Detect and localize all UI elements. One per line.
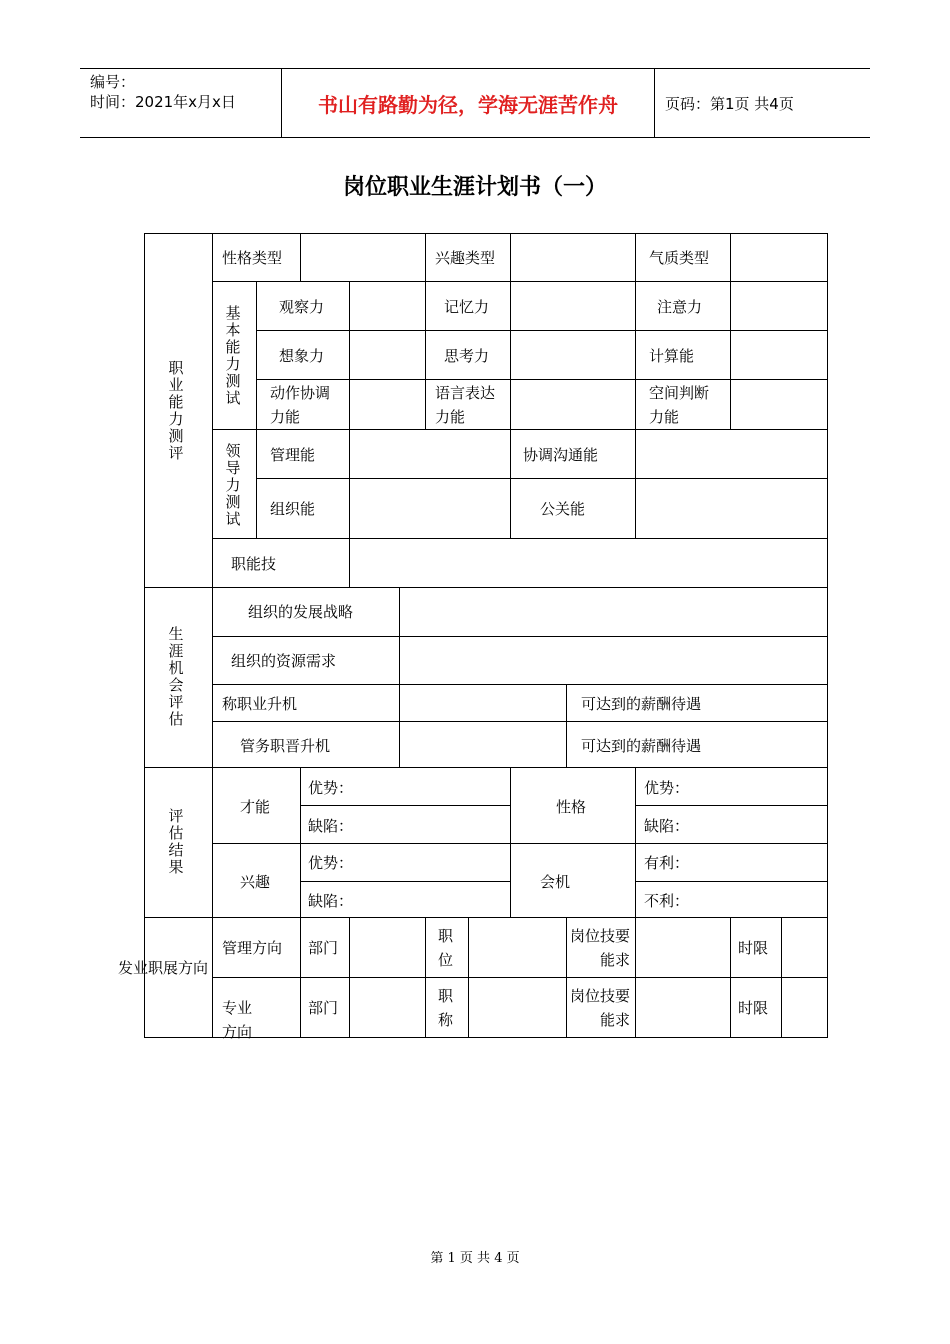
section-label-ability-assessment: 职业能力测评 [168, 359, 184, 462]
page-title: 岗位职业生涯计划书（一） [342, 175, 607, 200]
label-attention: 注意力 [657, 298, 703, 316]
label-spatial-judgment: 空间判断力能 [649, 384, 710, 426]
label-position: 职位 [438, 927, 454, 969]
header-page-info: 页码：第1页 共4页 [665, 94, 794, 113]
label-talent: 才能 [240, 798, 271, 816]
label-time-limit-1: 时限 [738, 939, 769, 957]
label-memory: 记忆力 [444, 298, 490, 316]
header-band [80, 68, 870, 138]
label-org-hr-needs: 组织的资源需求 [231, 652, 337, 670]
label-observation: 观察力 [279, 298, 325, 316]
label-interest: 兴趣 [240, 873, 271, 891]
label-talent-defect: 缺陷： [308, 817, 354, 835]
label-department-2: 部门 [308, 999, 339, 1017]
label-unfavorable: 不利： [644, 892, 690, 910]
header-motto: 书山有路勤为径，学海无涯苦作舟 [281, 69, 655, 137]
label-org-strategy: 组织的发展战略 [248, 603, 354, 621]
label-talent-advantage: 优势： [308, 779, 354, 797]
date-label: 时间：2021年x月x日 [90, 93, 236, 111]
label-language-expression: 语言表达力能 [435, 384, 496, 426]
label-personality-type: 性格类型 [222, 249, 283, 267]
page-footer: 第 1 页 共 4 页 [430, 1251, 520, 1266]
label-department-1: 部门 [308, 939, 339, 957]
label-organization-ability: 组织能 [270, 500, 316, 518]
serial-label: 编号： [90, 73, 136, 91]
header-left [90, 72, 236, 112]
label-calculation: 计算能 [649, 347, 695, 365]
label-public-relations-ability: 公关能 [540, 500, 586, 518]
label-interest-defect: 缺陷： [308, 892, 354, 910]
label-interest-advantage: 优势： [308, 854, 354, 872]
label-professional-direction: 专业方向 [222, 999, 253, 1041]
section-label-evaluation-result: 评估结果 [168, 807, 184, 876]
label-temperament-type: 气质类型 [649, 249, 710, 267]
label-title-rank: 职称 [438, 987, 454, 1029]
label-mgmt-direction: 管理方向 [222, 939, 283, 957]
label-time-limit-2: 时限 [738, 999, 769, 1017]
label-motion-coordination: 动作协调力能 [270, 384, 331, 426]
label-personality: 性格 [556, 798, 587, 816]
label-communication-ability: 协调沟通能 [523, 446, 599, 464]
label-reachable-salary-2: 可达到的薪酬待遇 [581, 737, 702, 755]
label-imagination: 想象力 [279, 347, 325, 365]
section-label-career-direction: 发业职展方向 [118, 959, 209, 977]
label-basic-ability-test: 基本能力测试 [225, 304, 241, 407]
label-skill-requirement-2: 岗位技要能求 [570, 987, 631, 1029]
section-label-opportunity-evaluation: 生涯机会评估 [168, 625, 184, 728]
label-personality-defect: 缺陷： [644, 817, 690, 835]
label-opportunity: 会机 [540, 873, 571, 891]
label-leadership-test: 领导力测试 [225, 442, 241, 528]
label-title-opportunity: 称职业升机 [222, 695, 298, 713]
label-skill-requirement-1: 岗位技要能求 [570, 927, 631, 969]
label-reachable-salary-1: 可达到的薪酬待遇 [581, 695, 702, 713]
label-mgmt-opportunity: 管务职晋升机 [240, 737, 331, 755]
label-management-ability: 管理能 [270, 446, 316, 464]
label-interest-type: 兴趣类型 [435, 249, 496, 267]
label-job-skill: 职能技 [231, 555, 277, 573]
label-thinking: 思考力 [444, 347, 490, 365]
label-personality-advantage: 优势： [644, 779, 690, 797]
label-favorable: 有利： [644, 854, 690, 872]
